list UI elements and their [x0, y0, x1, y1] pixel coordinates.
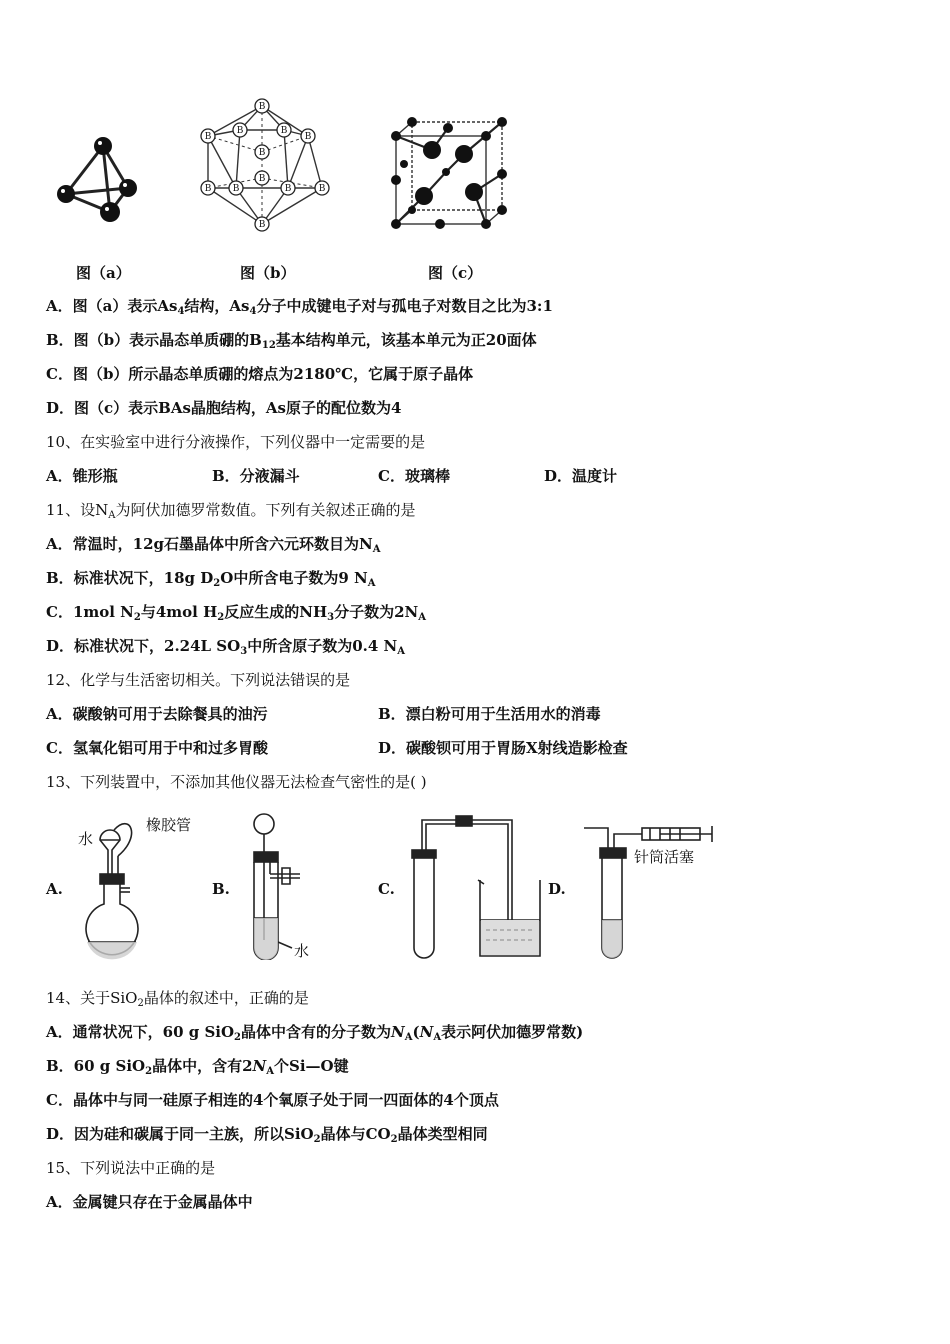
apparatus-a-rubber-tube-label: 橡胶管 [146, 816, 192, 834]
q9-option-d: D．图（c）表示BAs晶胞结构，As原子的配位数为4 [46, 399, 402, 417]
q13-option-a-label: A. [46, 880, 63, 898]
boron-atom-label: B [258, 102, 266, 112]
q10-option-d: D．温度计 [544, 467, 618, 485]
svg-text:B: B [304, 132, 312, 142]
q14-stem: 14、关于SiO$_2$晶体的叙述中，正确的是 [46, 989, 309, 1009]
svg-text:B: B [284, 184, 292, 194]
svg-text:B: B [204, 132, 212, 142]
q14-option-a: A．通常状况下，60 g SiO$_2$晶体中含有的分子数为$N_A(N_A$表示阿伏加德罗常数) [46, 1023, 584, 1043]
q10-stem: 10、在实验室中进行分液操作，下列仪器中一定需要的是 [46, 433, 426, 451]
figure-b-boron-icosahedron [196, 96, 336, 236]
apparatus-b-tube-funnel [240, 810, 320, 960]
apparatus-a-water-label: 水 [78, 830, 94, 848]
q14-option-d: D．因为硅和碳属于同一主族，所以SiO$_2$晶体与$CO_2$晶体类型相同 [46, 1125, 488, 1145]
q9-option-b: B．图（b）表示晶态单质硼的$B_{12}$基本结构单元，该基本单元为正20面体 [46, 331, 537, 351]
apparatus-d-syringe-label: 针筒活塞 [634, 848, 695, 866]
q11-option-a: A．常温时，12g石墨晶体中所含六元环数目为$N_A$ [46, 535, 381, 555]
apparatus-b-water-label: 水 [294, 942, 310, 960]
q15-stem: 15、下列说法中正确的是 [46, 1159, 216, 1177]
q13-option-d-label: D. [548, 880, 566, 898]
figure-b-caption: 图（b） [240, 264, 296, 282]
svg-text:B: B [258, 174, 266, 184]
svg-text:B: B [258, 148, 266, 158]
svg-text:B: B [204, 184, 212, 194]
q14-option-c: C．晶体中与同一硅原子相连的4个氧原子处于同一四面体的4个顶点 [46, 1091, 499, 1109]
svg-text:B: B [318, 184, 326, 194]
q11-option-c: C．1mol $N_2$与4mol $H_2$反应生成的$NH_3$分子数为$2N_A$ [46, 603, 427, 623]
apparatus-d-tube-syringe [580, 820, 720, 960]
figure-c-bas-unit-cell [384, 114, 514, 234]
svg-text:B: B [232, 184, 240, 194]
q9-option-c: C．图（b）所示晶态单质硼的熔点为2180℃，它属于原子晶体 [46, 365, 474, 383]
figure-c-caption: 图（c） [428, 264, 483, 282]
svg-text:B: B [258, 220, 266, 230]
q14-option-b: B．60 g SiO$_2$晶体中，含有$2N_A$个Si—O键 [46, 1057, 349, 1077]
q11-option-b: B．标准状况下，18g $D_2O$中所含电子数为9 $N_A$ [46, 569, 376, 589]
q12-option-b: B．漂白粉可用于生活用水的消毒 [378, 705, 601, 723]
q12-stem: 12、化学与生活密切相关。下列说法错误的是 [46, 671, 351, 689]
q11-stem: 11、设$N_A$为阿伏加德罗常数值。下列有关叙述正确的是 [46, 501, 416, 521]
q10-option-c: C．玻璃棒 [378, 467, 450, 485]
q10-option-a: A．锥形瓶 [46, 467, 118, 485]
apparatus-c-tube-beaker [404, 810, 544, 960]
q12-option-c: C．氢氧化铝可用于中和过多胃酸 [46, 739, 268, 757]
q12-option-d: D．碳酸钡可用于胃肠X射线造影检查 [378, 739, 628, 757]
svg-text:B: B [236, 126, 244, 136]
svg-text:B: B [280, 126, 288, 136]
q13-stem: 13、下列装置中，不添加其他仪器无法检查气密性的是( ) [46, 773, 427, 791]
q10-option-b: B．分液漏斗 [212, 467, 300, 485]
figure-a-as4-tetrahedron [48, 128, 148, 228]
q13-option-c-label: C. [378, 880, 395, 898]
q11-option-d: D．标准状况下，2.24L $SO_3$中所含原子数为0.4 $N_A$ [46, 637, 405, 657]
q9-option-a: A．图（a）表示$As_4$结构，$As_4$分子中成键电子对与孤电子对数目之比为3:1 [46, 297, 553, 317]
q12-option-a: A．碳酸钠可用于去除餐具的油污 [46, 705, 268, 723]
q13-option-b-label: B. [212, 880, 230, 898]
q15-option-a: A．金属键只存在于金属晶体中 [46, 1193, 253, 1211]
figure-a-caption: 图（a） [76, 264, 131, 282]
